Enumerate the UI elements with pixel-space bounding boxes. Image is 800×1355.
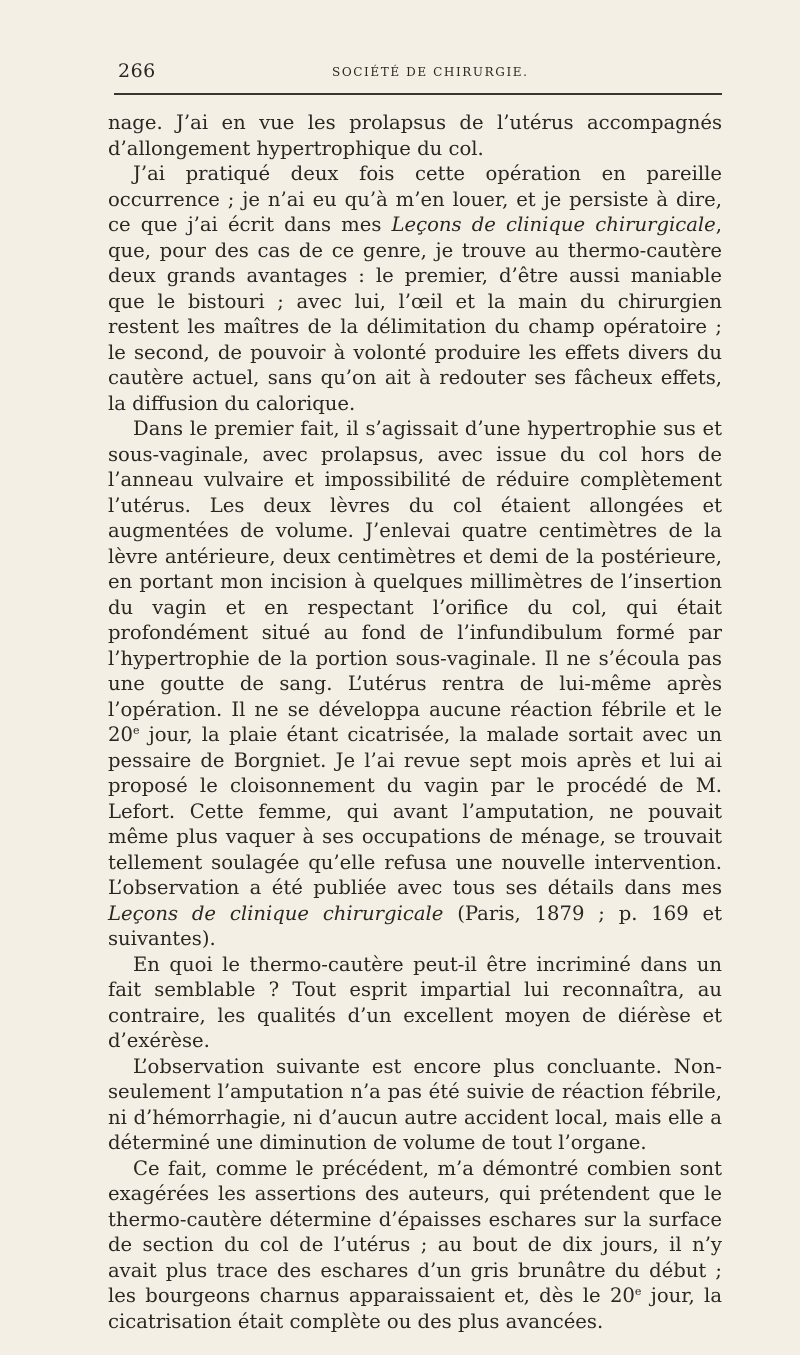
ordinal-superscript: e bbox=[634, 1285, 642, 1298]
paragraph bbox=[108, 416, 722, 952]
paragraph-text: J’ai pratiqué deux fois cette opération en pareille occurrence ; je n’ai eu qu’à m’en louer, et je persiste à dire, ce que j’ai écrit dans mes bbox=[108, 162, 722, 236]
paragraph-text: Dans le premier fait, il s’agissait d’une hypertrophie sus et sous-vaginale, avec prolapsus, avec issue du col hors de l’anneau vulvaire et impossibilité de réduire complètement l’utérus. Les deux lèvres du col étaient allongées et augmentées de volume. J’enlevai quatre centimètres de la lèvre antérieure, deux centimètres et demi de la postérieure, en portant mon incision à quelques millimètres de l’insertion du vagin et en respectant l’orifice du col, qui était profondément situé au fond de l’infundibulum formé par l’hypertrophie de la portion sous-vaginale. Il ne s’écoula pas une goutte de sang. L’utérus rentra de lui-même après l’opération. Il ne se développa aucune réaction fébrile et le 20 bbox=[108, 417, 722, 746]
body-text bbox=[108, 110, 722, 1334]
paragraph-text: En quoi le thermo-cautère peut-il être incriminé dans un fait semblable ? Tout esprit impartial lui reconnaîtra, au contraire, les qualités d’un excellent moyen de diérèse et d’exérèse. bbox=[108, 952, 722, 1052]
paragraph-text: (Paris, 1879 ; p. 169 et suivantes). bbox=[108, 901, 722, 950]
paragraph-text: jour, la plaie étant cicatrisée, la malade sortait avec un pessaire de Borgniet. Je l’ai revue sept mois après et lui ai proposé le cloisonnement du vagin par le procédé de M. Lefort. Cette femme, qui avant l’amputation, ne pouvait même plus vaquer à ses occupations de ménage, se trouvait tellement soulagée qu’elle refusa une nouvelle intervention. L’observation a été publiée avec tous ses détails dans mes bbox=[108, 723, 722, 899]
ordinal-superscript: e bbox=[132, 724, 140, 737]
paragraph bbox=[108, 1156, 722, 1335]
header-rule bbox=[114, 93, 722, 95]
paragraph bbox=[108, 161, 722, 416]
page-header bbox=[118, 60, 723, 86]
paragraph bbox=[108, 952, 722, 1054]
paragraph bbox=[108, 1054, 722, 1156]
paragraph-text: , que, pour des cas de ce genre, je trouve au thermo-cautère deux grands avantages : le premier, d’être aussi maniable que le bistouri ; avec lui, l’œil et la main du chirurgien restent les maîtres de la délimitation du champ opératoire ; le second, de pouvoir à volonté produire les effets divers du cautère actuel, sans qu’on ait à redouter ses fâcheux effets, la diffusion du calorique. bbox=[108, 213, 723, 415]
book-title-italic: Leçons de clinique chirurgicale bbox=[108, 901, 444, 925]
paragraph-text: nage. J’ai en vue les prolapsus de l’utérus accompagnés d’allongement hypertrophique du col. bbox=[108, 111, 722, 160]
paragraph-text: Ce fait, comme le précédent, m’a démontré combien sont exagérées les assertions des auteurs, qui prétendent que le thermo-cautère détermine d’épaisses eschares sur la surface de section du col de l’utérus ; au bout de dix jours, il n’y avait plus trace des eschares d’un gris brunâtre du début ; les bourgeons charnus apparaissaient et, dès le 20 bbox=[108, 1156, 722, 1307]
page-number: 266 bbox=[118, 60, 156, 82]
running-head: SOCIÉTÉ DE CHIRURGIE. bbox=[332, 65, 529, 79]
paragraph-text: jour, la cicatrisation était complète ou des plus avancées. bbox=[108, 1284, 723, 1333]
book-title-italic: Leçons de clinique chirurgicale bbox=[391, 213, 716, 236]
paragraph-continuation bbox=[108, 110, 722, 161]
paragraph-text: L’observation suivante est encore plus concluante. Non-seulement l’amputation n’a pas été suivie de réaction fébrile, ni d’hémorrhagie, ni d’aucun autre accident local, mais elle a déterminé une diminution de volume de tout l’organe. bbox=[108, 1054, 722, 1154]
